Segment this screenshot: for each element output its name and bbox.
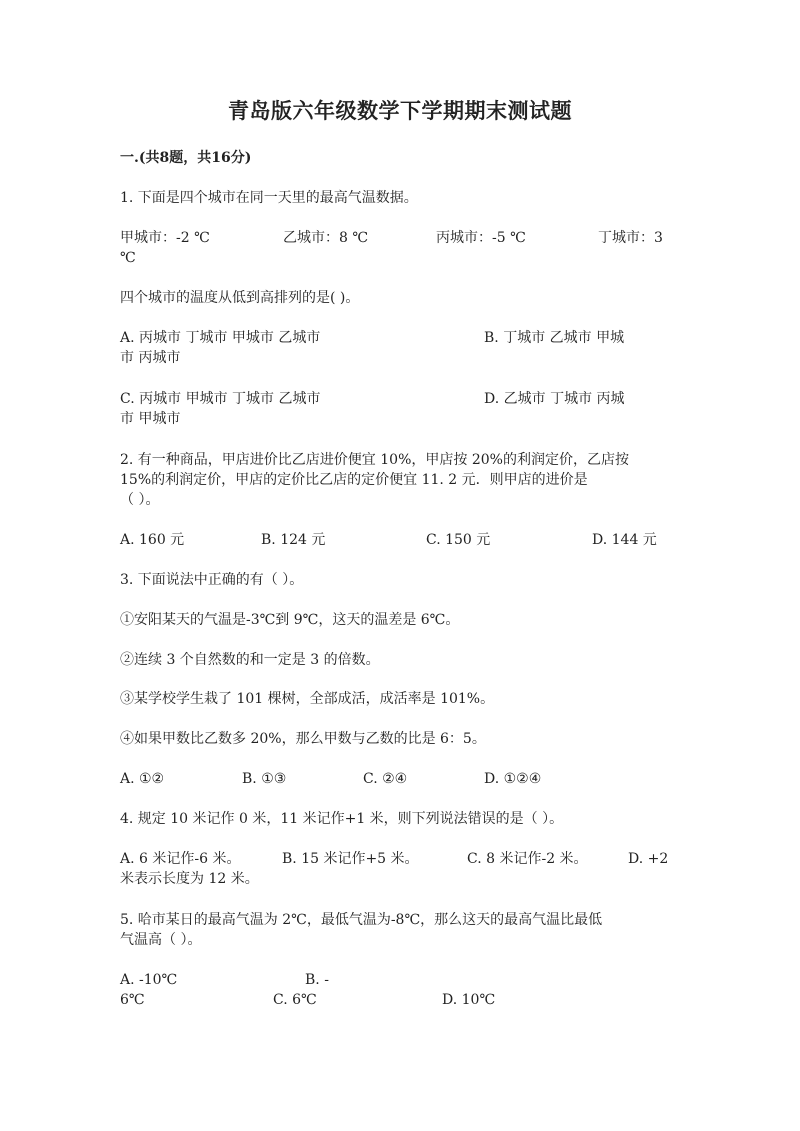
q1-ask: 四个城市的温度从低到高排列的是( )。 [120,290,360,306]
q3-option-a: A. ①② [120,771,165,787]
q5-option-c: C. 6℃ [273,992,317,1008]
q1-option-d: D. 乙城市 丁城市 丙城 [484,391,625,407]
q3-statement-1: ①安阳某天的气温是-3℃到 9℃，这天的温差是 6℃。 [120,612,460,628]
q3-statement-3: ③某学校学生栽了 101 棵树，全部成活，成活率是 101%。 [120,691,495,707]
q1-option-ab-wrap: 市 丙城市 [120,350,181,366]
q5-option-b-wrap: 6℃ [120,992,145,1008]
q4-option-d: D. +2 [628,851,669,867]
q1-option-cd-wrap: 市 甲城市 [120,411,181,427]
q5-stem-line2: 气温高（ ）。 [120,932,202,948]
q2-option-d: D. 144 元 [592,532,657,548]
q1-data-b: 乙城市：8 ℃ [283,230,369,246]
q4-option-b: B. 15 米记作+5 米。 [282,851,419,867]
q2-option-a: A. 160 元 [120,532,185,548]
q4-option-c: C. 8 米记作-2 米。 [467,851,588,867]
q2-stem-line1: 2. 有一种商品，甲店进价比乙店进价便宜 10%，甲店按 20%的利润定价，乙店按 [120,452,629,468]
q2-stem-line3: （ ）。 [120,492,160,508]
q4-stem: 4. 规定 10 米记作 0 米，11 米记作+1 米，则下列说法错误的是（ ）。 [120,811,564,827]
page-title: 青岛版六年级数学下学期期末测试题 [228,98,572,123]
q3-option-d: D. ①②④ [484,771,542,787]
q1-data-d: 丁城市：3 [598,230,663,246]
q3-stem: 3. 下面说法中正确的有（ ）。 [120,572,304,588]
q2-option-b: B. 124 元 [261,532,326,548]
q2-option-c: C. 150 元 [426,532,491,548]
q3-statement-2: ②连续 3 个自然数的和一定是 3 的倍数。 [120,652,380,668]
q1-option-a: A. 丙城市 丁城市 甲城市 乙城市 [120,330,321,346]
q3-option-c: C. ②④ [363,771,408,787]
section-heading: 一.(共8题，共16分) [120,150,252,166]
q5-stem-line1: 5. 哈市某日的最高气温为 2℃，最低气温为-8℃，那么这天的最高气温比最低 [120,912,603,928]
q5-option-d: D. 10℃ [442,992,496,1008]
q5-option-b: B. - [305,972,329,988]
q4-option-a: A. 6 米记作-6 米。 [120,851,241,867]
q3-option-b: B. ①③ [242,771,287,787]
q1-data-a: 甲城市：-2 ℃ [120,230,210,246]
q1-data-d-unit: ℃ [120,250,136,266]
q2-stem-line2: 15%的利润定价，甲店的定价比乙店的定价便宜 11. 2 元．则甲店的进价是 [120,472,588,488]
q4-option-d-wrap: 米表示长度为 12 米。 [120,871,259,887]
q1-option-b: B. 丁城市 乙城市 甲城 [484,330,625,346]
q1-data-c: 丙城市：-5 ℃ [436,230,526,246]
q3-statement-4: ④如果甲数比乙数多 20%，那么甲数与乙数的比是 6：5。 [120,731,486,747]
q5-option-a: A. -10℃ [120,972,178,988]
q1-stem: 1. 下面是四个城市在同一天里的最高气温数据。 [120,190,418,206]
q1-option-c: C. 丙城市 甲城市 丁城市 乙城市 [120,391,321,407]
